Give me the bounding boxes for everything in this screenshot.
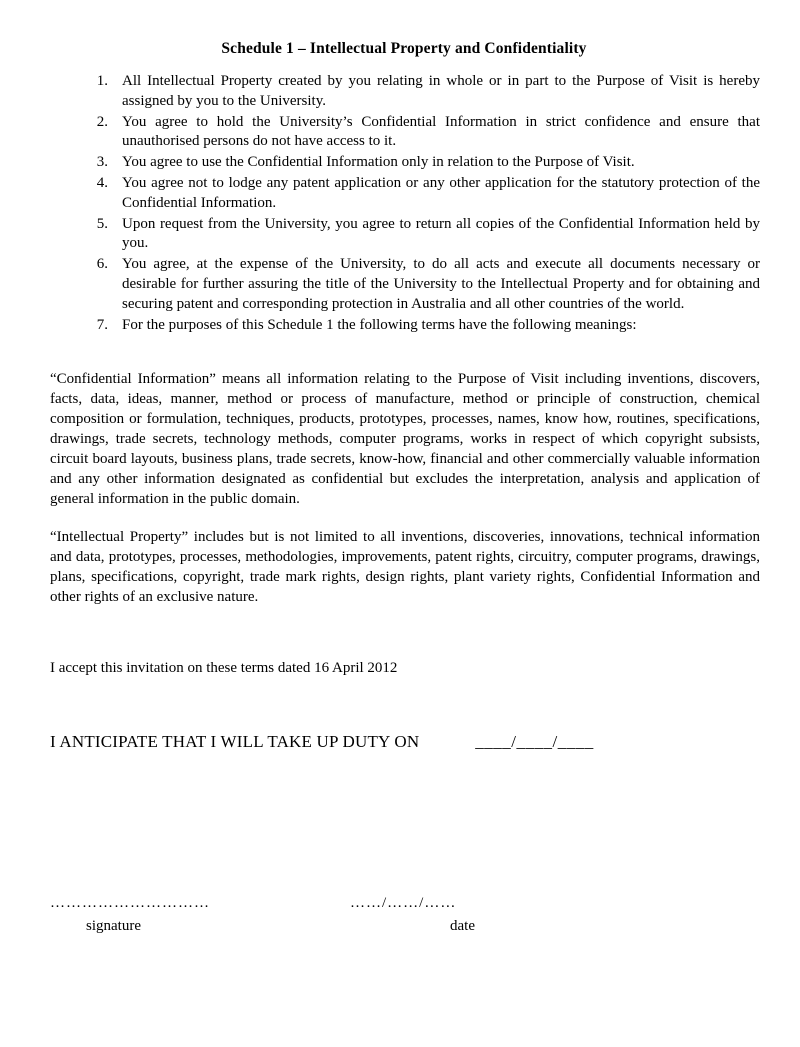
- section-spacer: [50, 336, 772, 370]
- definition-intellectual-property: “Intellectual Property” includes but is not limited to all inventions, discoveries, innovations, technical information and data, prototypes, processes, methodologies, improvements, patent rights, circuitry, computer programs, drawings, plans, specifications, copyright, trade mark rights, design rights, plant variety rights, Confidential Information and other rights of an exclusive nature.: [50, 528, 760, 605]
- clause-number: 4.: [96, 174, 108, 191]
- clause-list: [50, 72, 772, 335]
- clause-item: [86, 255, 760, 314]
- clause-item: [86, 153, 760, 173]
- page-title: Schedule 1 – Intellectual Property and Confidentiality: [221, 40, 587, 57]
- clause-text: Upon request from the University, you agree to return all copies of the Confidential Information held by you.: [122, 215, 760, 252]
- clause-text: For the purposes of this Schedule 1 the following terms have the following meanings:: [122, 316, 637, 333]
- signature-label: signature: [86, 918, 141, 934]
- clause-item: [86, 215, 760, 255]
- signature-block: [50, 895, 772, 935]
- clause-number: 2.: [96, 113, 108, 130]
- signature-field[interactable]: …………………………: [50, 895, 210, 911]
- clause-item: [86, 72, 760, 112]
- clause-text: You agree, at the expense of the University, to do all acts and execute all documents necessary or desirable for further assuring the title of the University to the Intellectual Property and for obtaining and securing patent and corresponding protection in Australia and all other countries of the world.: [122, 256, 760, 312]
- clause-text: You agree not to lodge any patent application or any other application for the statutory protection of the Confidential Information.: [122, 174, 760, 211]
- anticipated-duty-date-field[interactable]: ____/____/____: [475, 731, 594, 751]
- acceptance-line: I accept this invitation on these terms dated 16 April 2012: [50, 659, 398, 676]
- anticipated-duty-row: [50, 732, 772, 752]
- definition-confidential-information: “Confidential Information” means all information relating to the Purpose of Visit including inventions, discovers, facts, data, ideas, manner, method or process of manufacture, method or principle of construction, chemical composition or formulation, techniques, products, prototypes, processes, names, know how, routines, specifications, drawings, trade secrets, technology methods, computer programs, works in respect of which copyright subsists, circuit board layouts, business plans, trade secrets, know-how, financial and other commercially valuable information and any other information designated as confidential but excludes the interpretation, analysis and application of general information in the public domain.: [50, 371, 760, 507]
- signature-labels-row: [50, 918, 772, 935]
- signature-lines-row: [50, 895, 772, 912]
- anticipated-duty-label: I ANTICIPATE THAT I WILL TAKE UP DUTY ON: [50, 731, 420, 751]
- date-field[interactable]: ……/……/……: [350, 895, 457, 911]
- clause-item: [86, 113, 760, 153]
- clause-number: 1.: [96, 73, 108, 89]
- clause-text: You agree to hold the University’s Confidential Information in strict confidence and ensure that unauthorised persons do not have access to it.: [122, 113, 760, 150]
- clause-number: 6.: [96, 256, 108, 273]
- clause-text: You agree to use the Confidential Information only in relation to the Purpose of Visit.: [122, 154, 635, 171]
- clause-number: 7.: [96, 316, 108, 333]
- clause-item: [86, 316, 760, 336]
- clause-item: [86, 174, 760, 214]
- clause-number: 3.: [96, 154, 108, 171]
- clause-number: 5.: [96, 215, 108, 232]
- date-label: date: [450, 918, 475, 934]
- clause-text: All Intellectual Property created by you relating in whole or in part to the Purpose of Visit is hereby assigned by you to the University.: [122, 73, 760, 109]
